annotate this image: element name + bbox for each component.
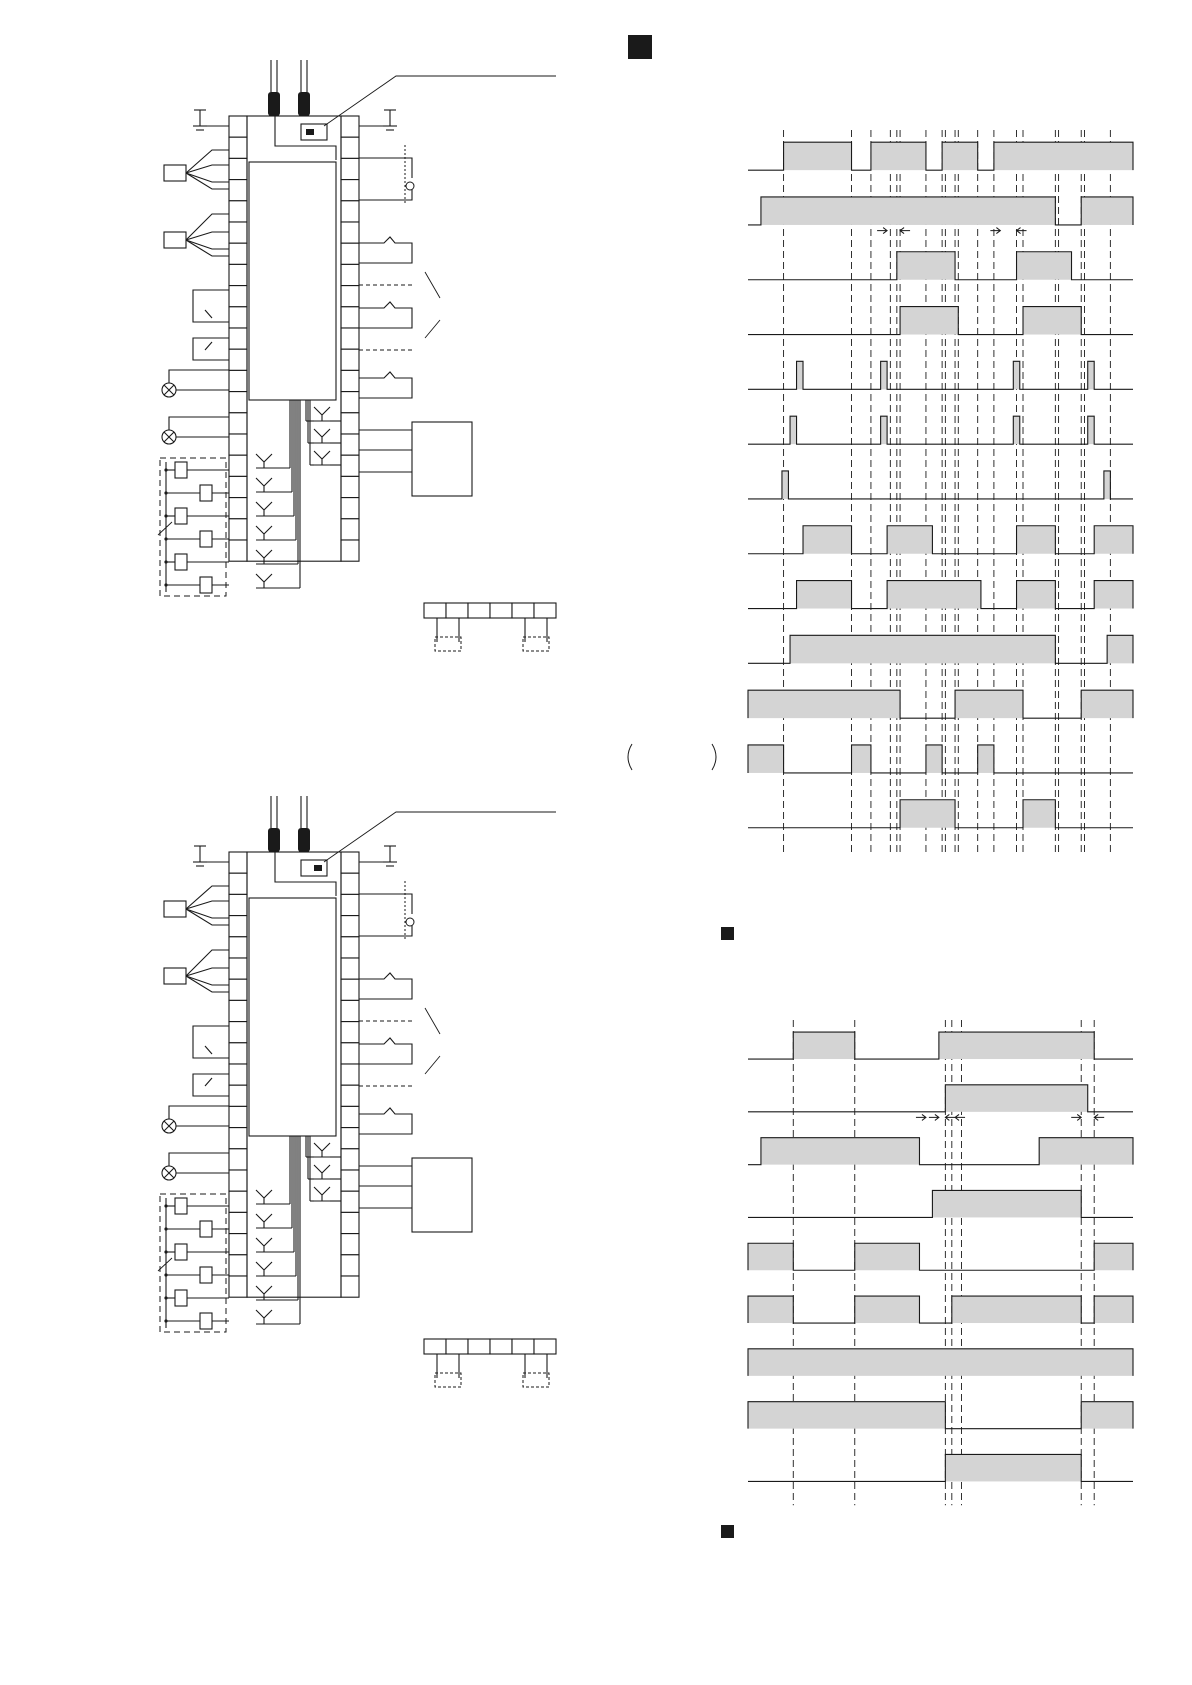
lamp-wire: [169, 1106, 229, 1119]
terminal-left: [229, 1149, 247, 1170]
terminal-strip-cell: [424, 1339, 446, 1354]
delay-arrow-icon: [877, 228, 887, 234]
signal-pulse: [1013, 416, 1019, 444]
transistor-icon: [256, 1286, 272, 1300]
signal-pulse: [900, 800, 955, 828]
terminal-left: [229, 498, 247, 519]
terminal-left: [229, 455, 247, 476]
terminal-right: [341, 286, 359, 307]
signal-pulse: [748, 690, 900, 718]
delay-arrow-icon: [929, 1114, 939, 1120]
terminal-left: [229, 1212, 247, 1233]
terminal-left: [229, 349, 247, 370]
indicator-icon: [406, 182, 414, 190]
transistor-icon: [256, 1190, 272, 1204]
relay-coil: [175, 1198, 187, 1214]
terminal-right: [341, 1022, 359, 1043]
sensor-wire: [186, 150, 229, 173]
terminal-strip-cell: [490, 603, 512, 618]
delay-arrow-icon: [945, 1114, 955, 1120]
paren-left: [628, 744, 632, 770]
terminal-jumper: [435, 637, 461, 651]
switch-contact-icon: [205, 342, 212, 350]
terminal-left: [229, 1106, 247, 1127]
terminal-strip-cell: [490, 1339, 512, 1354]
signal-row: [748, 1296, 1133, 1323]
signal-waveform: [748, 471, 1133, 499]
terminal-strip-cell: [512, 1339, 534, 1354]
dip-switch-knob: [306, 129, 314, 135]
terminal-right: [341, 873, 359, 894]
signal-pulse: [945, 1454, 1081, 1481]
terminal-left: [229, 1043, 247, 1064]
signal-row: [748, 1138, 1133, 1165]
signal-pulse: [797, 581, 852, 609]
terminal-left: [229, 264, 247, 285]
transistor-icon: [314, 407, 330, 421]
contact-icon: [359, 372, 412, 398]
terminal-right: [341, 264, 359, 285]
terminal-left: [229, 392, 247, 413]
signal-row: [748, 307, 1133, 335]
section-marker-small: [721, 927, 734, 940]
signal-pulse: [897, 252, 955, 280]
transistor-icon: [314, 451, 330, 465]
signal-pulse: [994, 142, 1133, 170]
terminal-right: [341, 1255, 359, 1276]
signal-pulse: [1081, 1402, 1133, 1429]
terminal-left: [229, 1255, 247, 1276]
terminal-left: [229, 370, 247, 391]
wiring-diagram-lower: [158, 796, 556, 1387]
output-wire: [359, 158, 412, 200]
signal-pulse: [852, 745, 871, 773]
signal-pulse: [978, 745, 994, 773]
relay-coil: [200, 485, 212, 501]
transistor-icon: [256, 1310, 272, 1324]
pointer-arrow: [425, 320, 440, 338]
cable-connector: [268, 92, 280, 116]
contact-icon: [359, 237, 412, 263]
contact-icon: [359, 302, 412, 328]
relay-coil: [200, 1221, 212, 1237]
signal-pulse: [871, 142, 926, 170]
delay-arrow-icon: [1071, 1114, 1081, 1120]
signal-pulse: [939, 1032, 1094, 1059]
signal-pulse: [1104, 471, 1110, 499]
terminal-right: [341, 413, 359, 434]
terminal-left: [229, 894, 247, 915]
terminal-right: [341, 540, 359, 561]
terminal-left: [229, 540, 247, 561]
terminal-left: [229, 1064, 247, 1085]
transistor-icon: [256, 574, 272, 588]
terminal-right: [341, 392, 359, 413]
terminal-right: [341, 137, 359, 158]
relay-coil: [175, 1290, 187, 1306]
terminal-right: [341, 1149, 359, 1170]
terminal-right: [341, 979, 359, 1000]
signal-pulse: [1088, 361, 1094, 389]
transistor-icon: [256, 1238, 272, 1252]
relay-group-frame: [160, 1194, 226, 1332]
cable-connector: [268, 828, 280, 852]
signal-pulse: [887, 581, 981, 609]
terminal-right: [341, 1234, 359, 1255]
terminal-right: [341, 498, 359, 519]
signal-row: [748, 1349, 1133, 1376]
signal-pulse: [942, 142, 978, 170]
terminal-left: [229, 916, 247, 937]
terminal-right: [341, 1276, 359, 1297]
sensor-wire: [186, 950, 229, 976]
transistor-icon: [256, 502, 272, 516]
terminal-right: [341, 1064, 359, 1085]
relay-coil: [175, 508, 187, 524]
terminal-left: [229, 852, 247, 873]
terminal-right: [341, 222, 359, 243]
signal-row: [748, 1085, 1133, 1112]
signal-pulse: [1023, 800, 1055, 828]
terminal-left: [229, 158, 247, 179]
terminal-right: [341, 349, 359, 370]
signal-pulse: [926, 745, 942, 773]
cable-connector: [298, 92, 310, 116]
terminal-right: [341, 307, 359, 328]
signal-pulse: [761, 1138, 920, 1165]
sensor-wire: [186, 886, 229, 909]
terminal-left: [229, 1191, 247, 1212]
sensor-box: [164, 968, 186, 984]
switch-contact-icon: [205, 1078, 212, 1086]
signal-row: [748, 745, 1133, 773]
terminal-right: [341, 1191, 359, 1212]
contact-icon: [359, 1108, 412, 1134]
terminal-right: [341, 434, 359, 455]
delay-arrow-icon: [990, 228, 1000, 234]
signal-waveform: [748, 416, 1133, 444]
relay-group-frame: [160, 458, 226, 596]
signal-row: [748, 197, 1133, 225]
sensor-box: [164, 901, 186, 917]
section-marker-large: [628, 35, 652, 59]
terminal-right: [341, 1085, 359, 1106]
terminal-left: [229, 1276, 247, 1297]
signal-pulse: [1094, 1243, 1133, 1270]
sensor-wire: [186, 901, 229, 909]
delay-arrow-icon: [955, 1114, 965, 1120]
signal-pulse: [1094, 526, 1133, 554]
signal-pulse: [797, 361, 803, 389]
contact-icon: [359, 973, 412, 999]
signal-row: [748, 1402, 1133, 1429]
terminal-left: [229, 201, 247, 222]
output-wire: [359, 894, 412, 936]
terminal-left: [229, 307, 247, 328]
signal-pulse: [932, 1190, 1081, 1217]
terminal-left: [229, 434, 247, 455]
signal-pulse: [748, 745, 784, 773]
terminal-strip-cell: [468, 603, 490, 618]
lamp-wire: [169, 370, 229, 383]
signal-pulse: [1017, 252, 1072, 280]
terminal-right: [341, 116, 359, 137]
signal-row: [748, 1190, 1133, 1217]
sensor-box: [164, 232, 186, 248]
delay-arrow-icon: [900, 228, 910, 234]
relay-coil: [175, 1244, 187, 1260]
switch-contact-icon: [205, 1046, 212, 1054]
signal-pulse: [855, 1296, 920, 1323]
signal-pulse: [1013, 361, 1019, 389]
signal-pulse: [881, 361, 887, 389]
terminal-right: [341, 852, 359, 873]
terminal-left: [229, 958, 247, 979]
signal-pulse: [855, 1243, 920, 1270]
signal-pulse: [1088, 416, 1094, 444]
terminal-left: [229, 979, 247, 1000]
transistor-icon: [314, 1187, 330, 1201]
load-box: [412, 422, 472, 496]
terminal-strip-cell: [446, 1339, 468, 1354]
terminal-left: [229, 1000, 247, 1021]
signal-pulse: [1081, 690, 1133, 718]
dip-switch-knob: [314, 865, 322, 871]
lamp-wire: [169, 1153, 229, 1166]
lamp-wire: [169, 417, 229, 430]
terminal-left: [229, 243, 247, 264]
timing-chart-2: [748, 1020, 1133, 1505]
signal-pulse: [748, 1402, 945, 1429]
signal-row: [748, 800, 1133, 828]
terminal-left: [229, 1128, 247, 1149]
terminal-strip-cell: [424, 603, 446, 618]
relay-coil: [200, 577, 212, 593]
signal-pulse: [1017, 526, 1056, 554]
section-markers: [628, 35, 734, 1538]
signal-row: [748, 690, 1133, 718]
terminal-left: [229, 519, 247, 540]
signal-row: [748, 635, 1133, 663]
terminal-left: [229, 328, 247, 349]
terminal-left: [229, 1022, 247, 1043]
terminal-left: [229, 222, 247, 243]
terminal-strip-cell: [534, 1339, 556, 1354]
transistor-icon: [256, 1262, 272, 1276]
terminal-strip-cell: [468, 1339, 490, 1354]
transistor-icon: [256, 1214, 272, 1228]
load-box: [412, 1158, 472, 1232]
signal-pulse: [748, 1296, 793, 1323]
signal-pulse: [790, 635, 1055, 663]
terminal-right: [341, 1170, 359, 1191]
terminal-right: [341, 1128, 359, 1149]
delay-arrow-icon: [1094, 1114, 1104, 1120]
signal-pulse: [748, 1243, 793, 1270]
module-display-panel: [249, 162, 336, 400]
delay-arrow-icon: [1017, 228, 1027, 234]
timing-chart-1: [748, 130, 1133, 852]
pointer-arrow: [425, 1008, 440, 1034]
terminal-jumper: [523, 1373, 549, 1387]
transistor-icon: [256, 454, 272, 468]
signal-pulse: [803, 526, 852, 554]
terminal-strip-cell: [446, 603, 468, 618]
signal-pulse: [1017, 581, 1056, 609]
terminal-left: [229, 116, 247, 137]
terminal-strip-cell: [512, 603, 534, 618]
terminal-right: [341, 243, 359, 264]
signal-pulse: [1094, 581, 1133, 609]
contact-icon: [359, 1038, 412, 1064]
input-switch-loop: [193, 338, 229, 360]
signal-row: [748, 361, 1133, 389]
sensor-box: [164, 165, 186, 181]
terminal-left: [229, 1234, 247, 1255]
sensor-wire: [186, 165, 229, 173]
terminal-left: [229, 1085, 247, 1106]
transistor-icon: [256, 526, 272, 540]
terminal-left: [229, 1170, 247, 1191]
signal-row: [748, 1032, 1133, 1059]
terminal-strip-cell: [534, 603, 556, 618]
terminal-right: [341, 180, 359, 201]
indicator-icon: [406, 918, 414, 926]
terminal-right: [341, 158, 359, 179]
relay-coil: [200, 531, 212, 547]
signal-row: [748, 252, 1133, 280]
terminal-right: [341, 519, 359, 540]
signal-pulse: [955, 690, 1023, 718]
transistor-icon: [314, 1143, 330, 1157]
signal-pulse: [782, 471, 788, 499]
terminal-left: [229, 873, 247, 894]
terminal-right: [341, 1043, 359, 1064]
signal-pulse: [793, 1032, 854, 1059]
terminal-jumper: [523, 637, 549, 651]
switch-contact-icon: [205, 310, 212, 318]
delay-arrow-icon: [916, 1114, 926, 1120]
signal-pulse: [952, 1296, 1081, 1323]
signal-row: [748, 142, 1133, 170]
signal-waveform: [748, 361, 1133, 389]
cable-connector: [298, 828, 310, 852]
terminal-right: [341, 958, 359, 979]
relay-coil: [175, 554, 187, 570]
terminal-right: [341, 937, 359, 958]
signal-pulse: [1039, 1138, 1133, 1165]
input-switch-loop: [193, 1074, 229, 1096]
signal-pulse: [1107, 635, 1133, 663]
signal-row: [748, 581, 1133, 609]
signal-row: [748, 1243, 1133, 1270]
transistor-icon: [314, 1165, 330, 1179]
terminal-left: [229, 180, 247, 201]
module-display-panel: [249, 898, 336, 1136]
terminal-right: [341, 1212, 359, 1233]
terminal-right: [341, 1106, 359, 1127]
signal-waveform: [748, 1243, 1133, 1270]
signal-row: [748, 471, 1133, 499]
signal-pulse: [900, 307, 958, 335]
signal-pulse: [1094, 1296, 1133, 1323]
transistor-icon: [314, 429, 330, 443]
terminal-left: [229, 413, 247, 434]
terminal-right: [341, 370, 359, 391]
section-marker-small: [721, 1525, 734, 1538]
terminal-right: [341, 476, 359, 497]
terminal-right: [341, 894, 359, 915]
signal-row: [748, 526, 1133, 554]
wiring-diagram-upper: [158, 60, 556, 651]
sensor-wire: [186, 214, 229, 240]
pointer-arrow: [425, 272, 440, 298]
pointer-arrow: [425, 1056, 440, 1074]
transistor-icon: [256, 550, 272, 564]
terminal-right: [341, 328, 359, 349]
signal-pulse: [1023, 307, 1081, 335]
terminal-left: [229, 937, 247, 958]
terminal-right: [341, 1000, 359, 1021]
transistor-icon: [256, 478, 272, 492]
terminal-right: [341, 916, 359, 937]
signal-pulse: [881, 416, 887, 444]
paren-right: [712, 744, 716, 770]
terminal-left: [229, 286, 247, 307]
signal-pulse: [1081, 197, 1133, 225]
terminal-left: [229, 137, 247, 158]
signal-pulse: [784, 142, 852, 170]
terminal-right: [341, 201, 359, 222]
terminal-left: [229, 476, 247, 497]
terminal-right: [341, 455, 359, 476]
signal-row: [748, 416, 1133, 444]
terminal-jumper: [435, 1373, 461, 1387]
signal-pulse: [887, 526, 932, 554]
relay-coil: [175, 462, 187, 478]
signal-pulse: [761, 197, 1055, 225]
relay-coil: [200, 1267, 212, 1283]
signal-pulse: [945, 1085, 1087, 1112]
relay-coil: [200, 1313, 212, 1329]
signal-row: [748, 1454, 1133, 1481]
signal-pulse: [748, 1349, 1133, 1376]
signal-pulse: [790, 416, 797, 444]
